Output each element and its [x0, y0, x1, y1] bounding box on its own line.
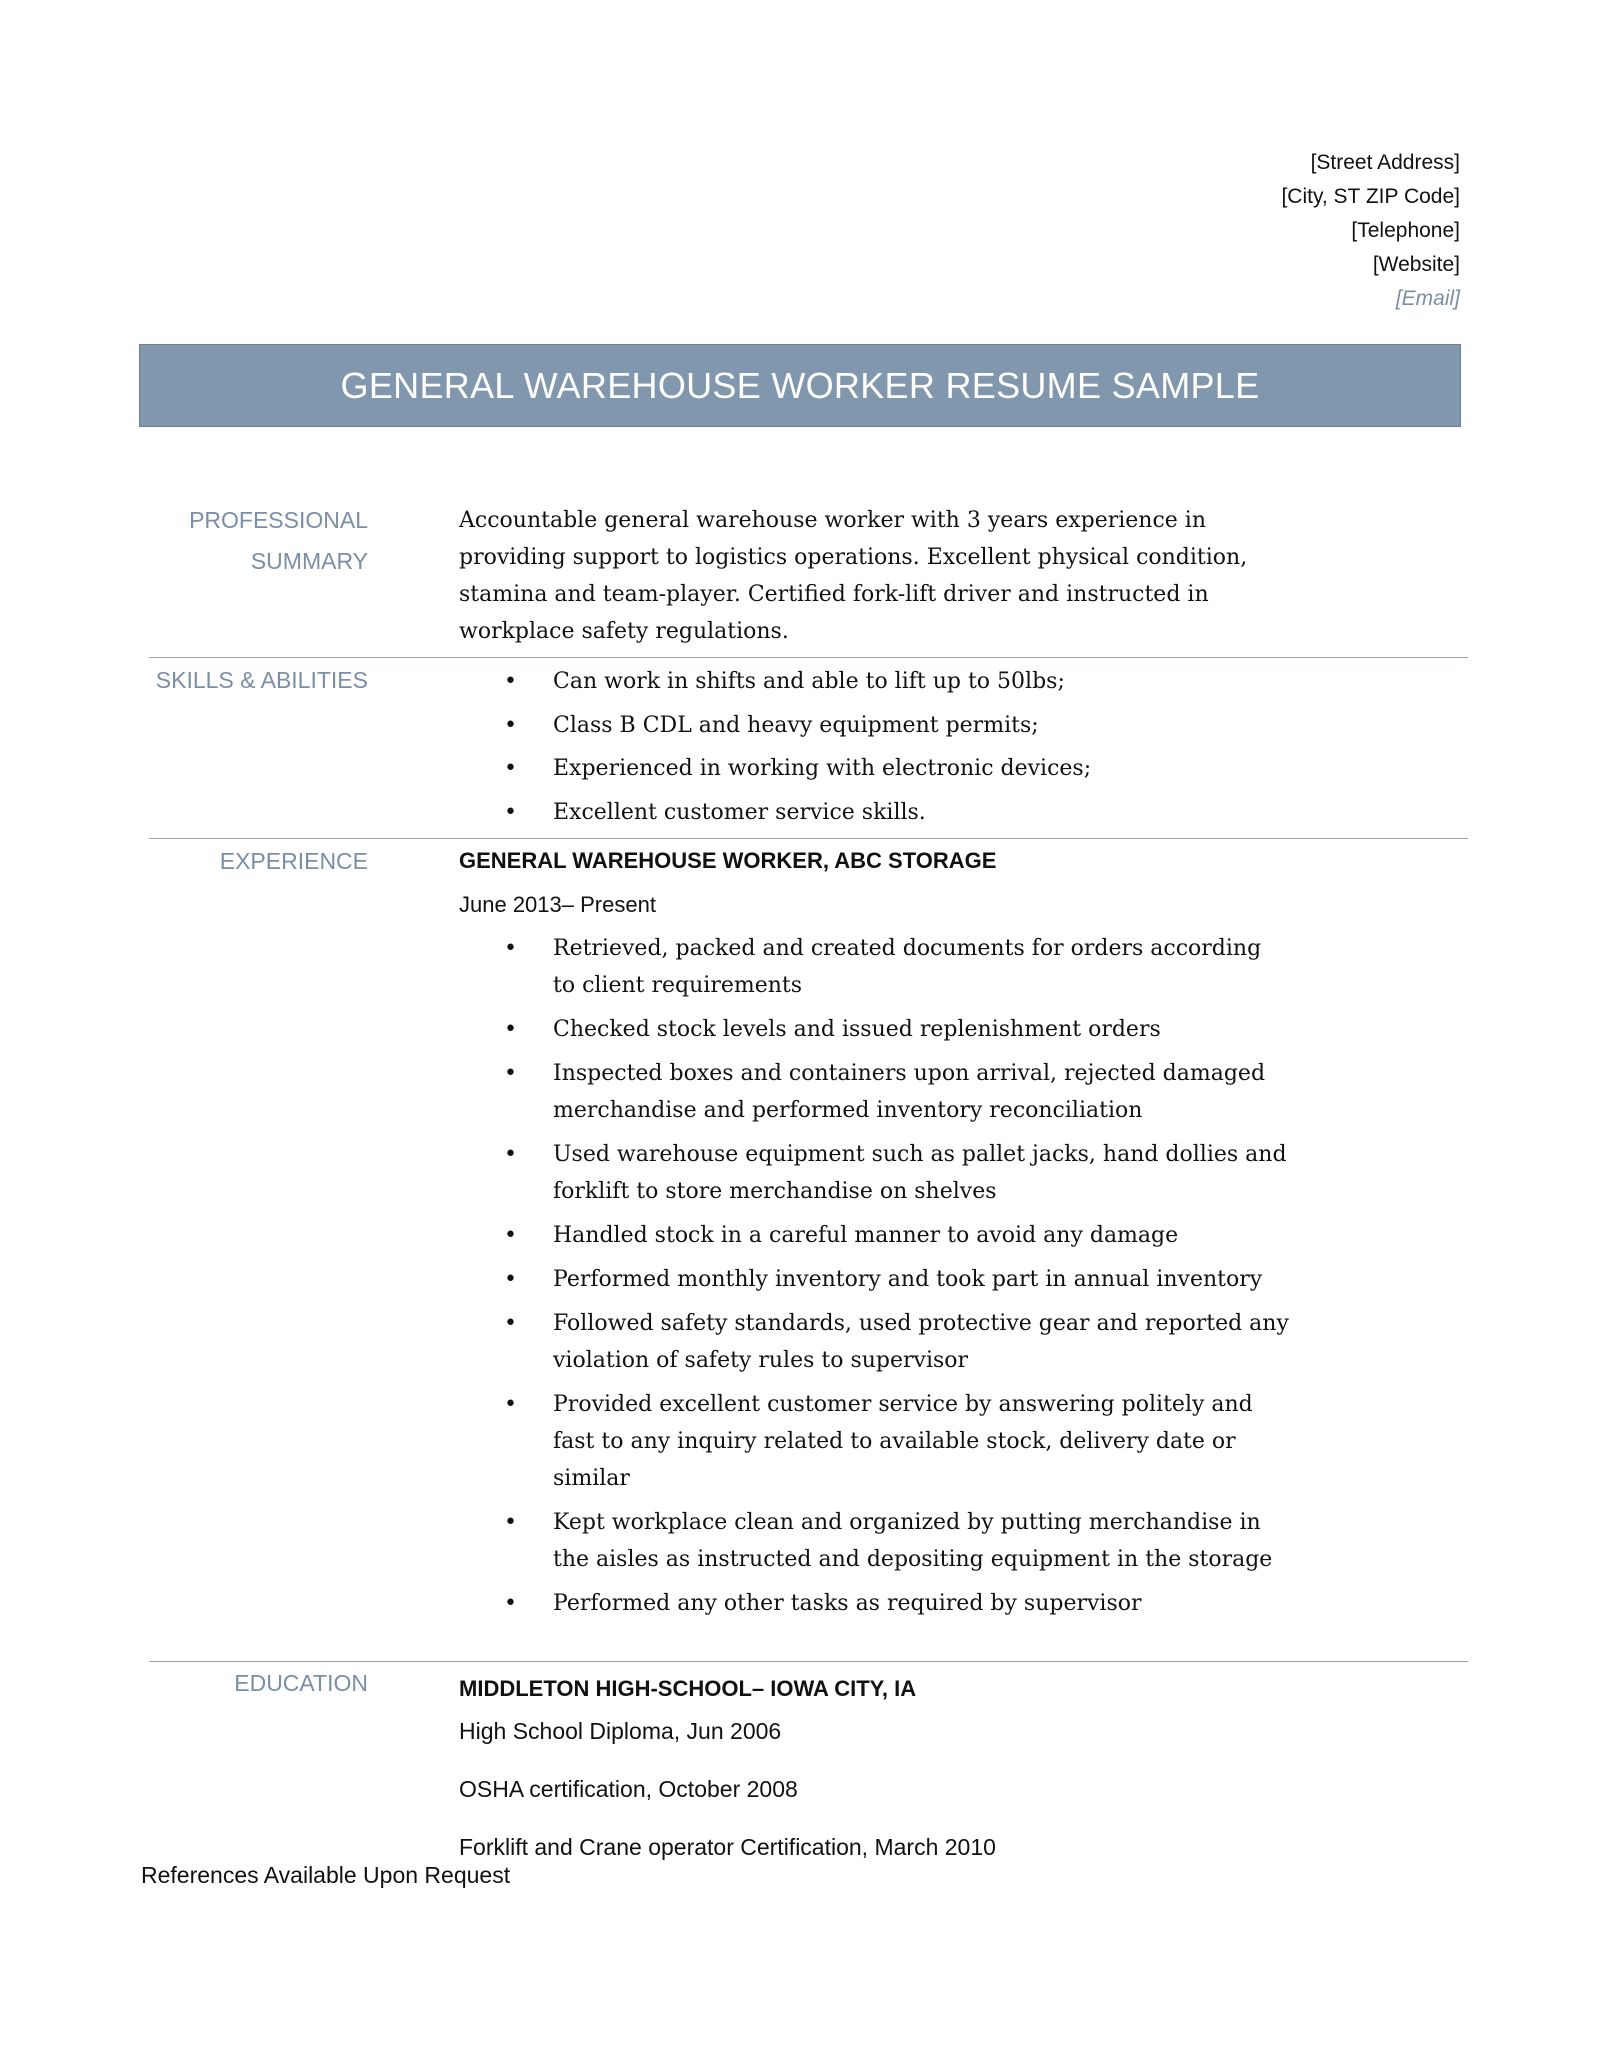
city-zip: [City, ST ZIP Code]: [1281, 185, 1460, 208]
education-item: Forklift and Crane operator Certification, March 2010: [459, 1834, 996, 1860]
summary-label: [189, 500, 368, 582]
experience-label: EXPERIENCE: [219, 848, 368, 874]
telephone: [Telephone]: [1351, 219, 1460, 242]
experience-item: • Provided excellent customer service by answering politely and fast to any inquiry related to available stock, delivery date or similar: [459, 1386, 1289, 1497]
experience-item: • Performed any other tasks as required by supervisor: [459, 1585, 1289, 1622]
section-divider: [149, 1661, 1468, 1662]
job-title: GENERAL WAREHOUSE WORKER, ABC STORAGE: [459, 848, 997, 873]
education-item: OSHA certification, October 2008: [459, 1776, 798, 1802]
skills-label: SKILLS & ABILITIES: [155, 667, 368, 693]
street-address: [Street Address]: [1310, 151, 1460, 174]
job-dates: June 2013– Present: [459, 892, 656, 917]
experience-item: • Kept workplace clean and organized by putting merchandise in the aisles as instructed and depositing equipment in the storage: [459, 1504, 1289, 1578]
contact-block: [1281, 146, 1460, 316]
skill-item: • Excellent customer service skills.: [459, 794, 1299, 831]
skill-item: • Can work in shifts and able to lift up to 50lbs;: [459, 663, 1299, 700]
experience-item: • Retrieved, packed and created documents for orders according to client requirements: [459, 930, 1289, 1004]
experience-section: [459, 839, 1289, 1629]
summary-text: Accountable general warehouse worker with 3 years experience in providing support to logistics operations. Excellent physical condition, stamina and team-player. Certified fork-lift driver and instructed in workplace safety regulations.: [459, 508, 1248, 644]
experience-item: • Checked stock levels and issued replenishment orders: [459, 1011, 1289, 1048]
skills-section: [459, 663, 1299, 837]
summary-label-line-2: SUMMARY: [250, 548, 368, 574]
education-label: EDUCATION: [234, 1670, 368, 1696]
school-name: MIDDLETON HIGH-SCHOOL– IOWA CITY, IA: [459, 1676, 917, 1701]
section-divider: [149, 657, 1468, 658]
education-item: High School Diploma, Jun 2006: [459, 1718, 782, 1744]
website: [Website]: [1372, 253, 1460, 276]
experience-item: • Performed monthly inventory and took part in annual inventory: [459, 1261, 1289, 1298]
summary-label-line-1: PROFESSIONAL: [189, 507, 368, 533]
education-section: [459, 1668, 1359, 1860]
experience-item: • Used warehouse equipment such as pallet jacks, hand dollies and forklift to store merchandise on shelves: [459, 1136, 1289, 1210]
references-note: References Available Upon Request: [141, 1862, 511, 1888]
skill-item: • Class B CDL and heavy equipment permits;: [459, 707, 1299, 744]
resume-title: GENERAL WAREHOUSE WORKER RESUME SAMPLE: [139, 344, 1461, 427]
experience-item: • Inspected boxes and containers upon arrival, rejected damaged merchandise and performed inventory reconciliation: [459, 1055, 1289, 1129]
skill-item: • Experienced in working with electronic devices;: [459, 750, 1299, 787]
experience-item: • Handled stock in a careful manner to avoid any damage: [459, 1217, 1289, 1254]
email: [Email]: [1395, 287, 1460, 310]
experience-item: • Followed safety standards, used protective gear and reported any violation of safety rules to supervisor: [459, 1305, 1289, 1379]
